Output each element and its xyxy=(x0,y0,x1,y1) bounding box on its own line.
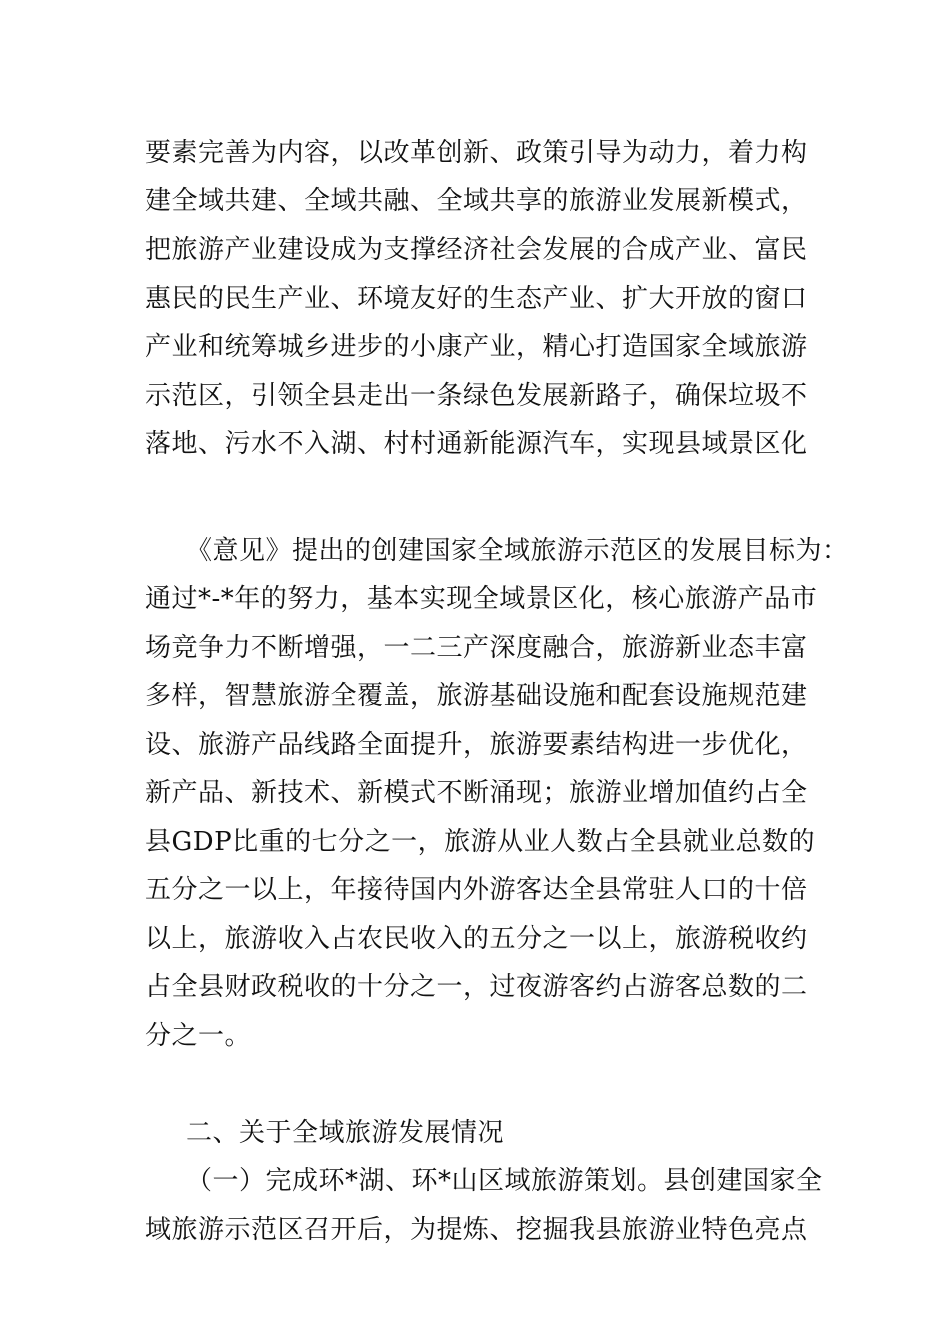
paragraph-line: 示范区，引领全县走出一条绿色发展新路子，确保垃圾不 xyxy=(145,381,808,411)
paragraph-line: 新产品、新技术、新模式不断涌现；旅游业增加值约占全 xyxy=(145,778,808,808)
paragraph-line: 占全县财政税收的十分之一，过夜游客约占游客总数的二 xyxy=(145,972,808,1002)
paragraph-line: 分之一。 xyxy=(145,1021,252,1051)
paragraph-line: 惠民的民生产业、环境友好的生态产业、扩大开放的窗口 xyxy=(145,284,808,314)
paragraph-line: 把旅游产业建设成为支撑经济社会发展的合成产业、富民 xyxy=(145,235,808,265)
paragraph-line: 通过*-*年的努力，基本实现全域景区化，核心旅游产品市 xyxy=(145,584,818,614)
paragraph-line: 多样，智慧旅游全覆盖，旅游基础设施和配套设施规范建 xyxy=(145,681,808,711)
paragraph-line: 以上，旅游收入占农民收入的五分之一以上，旅游税收约 xyxy=(145,924,808,954)
paragraph-line: 落地、污水不入湖、村村通新能源汽车，实现县域景区化 xyxy=(145,429,808,459)
paragraph-line: 要素完善为内容，以改革创新、政策引导为动力，着力构 xyxy=(145,138,808,168)
section-heading-text: 二、关于全域旅游发展情况 xyxy=(186,1118,505,1148)
paragraph-line: 域旅游示范区召开后，为提炼、挖掘我县旅游业特色亮点 xyxy=(145,1215,808,1245)
paragraph-line: 建全域共建、全域共融、全域共享的旅游业发展新模式， xyxy=(145,186,808,216)
paragraph-line: 县GDP比重的七分之一，旅游从业人数占全县就业总数的 xyxy=(145,827,816,857)
paragraph-line: 设、旅游产品线路全面提升，旅游要素结构进一步优化， xyxy=(145,730,808,760)
paragraph-line: （一）完成环*湖、环*山区域旅游策划。县创建国家全 xyxy=(186,1166,823,1196)
paragraph-line: 五分之一以上，年接待国内外游客达全县常驻人口的十倍 xyxy=(145,875,808,905)
paragraph-line: 《意见》提出的创建国家全域旅游示范区的发展目标为： xyxy=(186,536,849,566)
paragraph-line: 场竞争力不断增强，一二三产深度融合，旅游新业态丰富 xyxy=(145,633,808,663)
paragraph-line: 产业和统筹城乡进步的小康产业，精心打造国家全域旅游 xyxy=(145,332,808,362)
